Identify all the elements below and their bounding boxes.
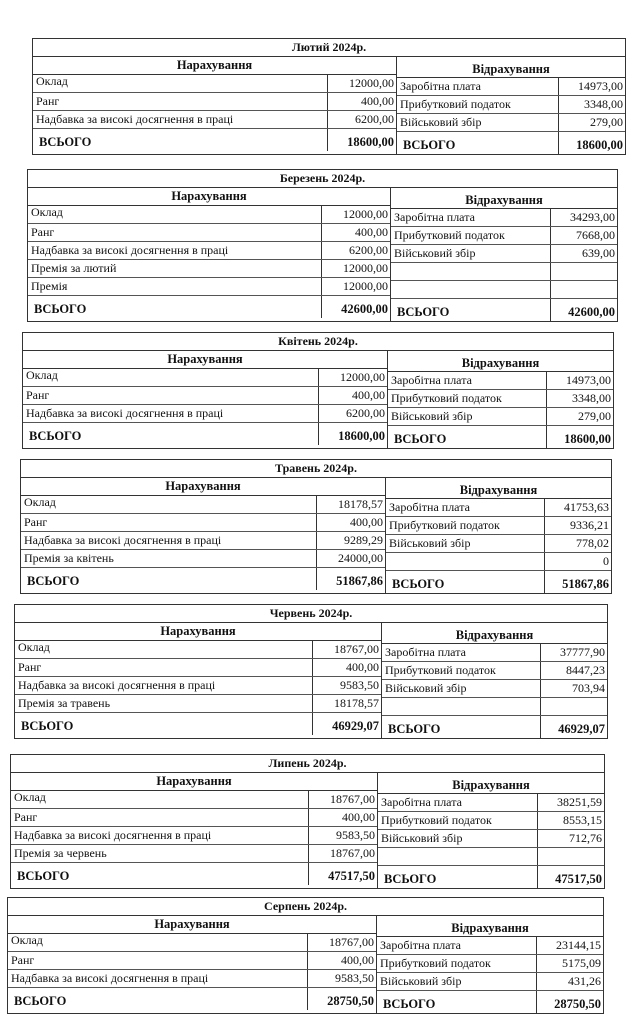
- deduction-row: [397, 96, 625, 114]
- accrual-label: Надбавка за високі досягнення в праці: [31, 243, 229, 257]
- deductions-total-value: 42600,00: [550, 299, 617, 321]
- accrual-row: [28, 278, 390, 296]
- accrual-value: 12000,00: [321, 206, 390, 223]
- accrual-row: [15, 695, 381, 713]
- total-label: ВСЬОГО: [21, 719, 74, 733]
- accrual-row: [8, 934, 376, 952]
- accrual-value: 18178,57: [316, 496, 385, 513]
- deductions-total-value: 46929,07: [540, 716, 607, 738]
- accrual-label: Надбавка за високі досягнення в праці: [14, 828, 212, 842]
- deduction-row: [378, 830, 604, 848]
- accrual-row: [28, 224, 390, 242]
- accrual-value: 400,00: [316, 514, 385, 531]
- deductions-section: [388, 351, 613, 448]
- deductions-header: Відрахування: [382, 623, 607, 644]
- accrual-value: 6200,00: [318, 405, 387, 422]
- accrual-value: 400,00: [321, 224, 390, 241]
- accrual-label: Оклад: [26, 369, 58, 382]
- deductions-total-row: [391, 299, 617, 321]
- deductions-header: Відрахування: [391, 188, 617, 209]
- deduction-row: [382, 644, 607, 662]
- accrual-value: 12000,00: [321, 278, 390, 295]
- deduction-row: [377, 937, 603, 955]
- deduction-value: 23144,15: [536, 937, 603, 954]
- deduction-row: [382, 680, 607, 698]
- accrual-row: [23, 405, 387, 423]
- deductions-header: Відрахування: [397, 57, 625, 78]
- deduction-value: 9336,21: [544, 517, 611, 534]
- deduction-label: Заробітна плата: [389, 500, 470, 514]
- accrual-label: Надбавка за високі досягнення в праці: [36, 112, 234, 126]
- accruals-total-row: [11, 863, 377, 885]
- deduction-value: 14973,00: [558, 78, 625, 95]
- payroll-table: [7, 897, 604, 1014]
- accrual-value: 6200,00: [327, 111, 396, 128]
- accrual-label: Оклад: [36, 75, 68, 88]
- deduction-row: [388, 372, 613, 390]
- deduction-row: [388, 390, 613, 408]
- accrual-value: 400,00: [318, 387, 387, 404]
- deduction-value: 712,76: [537, 830, 604, 847]
- deduction-value: 8447,23: [540, 662, 607, 679]
- accruals-section: [33, 57, 397, 154]
- accrual-row: [15, 659, 381, 677]
- accrual-label: Премія: [31, 279, 68, 293]
- table-body: [23, 351, 613, 448]
- accruals-header: Нарахування: [15, 623, 381, 641]
- total-label: ВСЬОГО: [29, 429, 82, 443]
- deduction-row: [382, 662, 607, 680]
- deduction-row: [391, 227, 617, 245]
- total-label: ВСЬОГО: [397, 305, 450, 319]
- accrual-row: [23, 369, 387, 387]
- accrual-label: Надбавка за високі досягнення в праці: [24, 533, 222, 547]
- deduction-label: Військовий збір: [380, 974, 462, 988]
- deduction-value: 0: [544, 553, 611, 570]
- accrual-label: Премія за лютий: [31, 261, 117, 275]
- table-title: Травень 2024р.: [21, 460, 611, 478]
- accrual-value: 400,00: [308, 809, 377, 826]
- accrual-value: 9583,50: [312, 677, 381, 694]
- deduction-value: 41753,63: [544, 499, 611, 516]
- accruals-total-value: 42600,00: [321, 296, 390, 318]
- deduction-value: [550, 281, 617, 298]
- accruals-section: [11, 773, 378, 888]
- deduction-label: Військовий збір: [400, 115, 482, 129]
- accrual-label: Ранг: [26, 388, 50, 402]
- accrual-label: Ранг: [24, 515, 48, 529]
- total-label: ВСЬОГО: [394, 432, 447, 446]
- deduction-label: Військовий збір: [394, 246, 476, 260]
- accrual-row: [11, 845, 377, 863]
- accrual-row: [23, 387, 387, 405]
- accrual-row: [21, 496, 385, 514]
- deduction-row: [397, 114, 625, 132]
- table-body: [28, 188, 617, 321]
- deduction-row: [391, 263, 617, 281]
- accruals-header: Нарахування: [21, 478, 385, 496]
- deduction-label: Прибутковий податок: [380, 956, 491, 970]
- accrual-value: 18767,00: [307, 934, 376, 951]
- deductions-section: [377, 916, 603, 1013]
- accrual-row: [15, 677, 381, 695]
- accruals-section: [15, 623, 382, 738]
- deduction-row: [382, 698, 607, 716]
- total-label: ВСЬОГО: [17, 869, 70, 883]
- deduction-value: [537, 848, 604, 865]
- deduction-value: 279,00: [546, 408, 613, 425]
- payroll-table: [14, 604, 608, 739]
- accrual-value: 6200,00: [321, 242, 390, 259]
- deduction-value: 38251,59: [537, 794, 604, 811]
- accrual-row: [11, 791, 377, 809]
- deduction-value: 3348,00: [558, 96, 625, 113]
- deduction-label: Військовий збір: [385, 681, 467, 695]
- deductions-total-row: [378, 866, 604, 888]
- accruals-total-value: 18600,00: [327, 129, 396, 151]
- table-title: Червень 2024р.: [15, 605, 607, 623]
- deduction-row: [378, 794, 604, 812]
- accruals-section: [28, 188, 391, 321]
- accruals-total-row: [15, 713, 381, 735]
- accrual-label: Оклад: [18, 641, 50, 654]
- accrual-value: 400,00: [307, 952, 376, 969]
- accrual-value: 18767,00: [312, 641, 381, 658]
- total-label: ВСЬОГО: [39, 135, 92, 149]
- accrual-label: Ранг: [36, 94, 60, 108]
- payroll-table: [27, 169, 618, 322]
- deduction-label: Військовий збір: [389, 536, 471, 550]
- deductions-total-row: [386, 571, 611, 593]
- deduction-label: Прибутковий податок: [385, 663, 496, 677]
- table-title: Липень 2024р.: [11, 755, 604, 773]
- table-body: [33, 57, 625, 154]
- accrual-label: Оклад: [11, 934, 43, 947]
- deduction-row: [377, 973, 603, 991]
- accruals-header: Нарахування: [33, 57, 396, 75]
- accrual-row: [11, 827, 377, 845]
- total-label: ВСЬОГО: [383, 997, 436, 1011]
- accrual-row: [28, 260, 390, 278]
- deduction-label: Заробітна плата: [385, 645, 466, 659]
- deductions-total-row: [388, 426, 613, 448]
- accrual-value: 400,00: [312, 659, 381, 676]
- deductions-total-row: [377, 991, 603, 1013]
- accrual-value: 9583,50: [308, 827, 377, 844]
- payroll-table: [32, 38, 626, 155]
- accrual-row: [21, 514, 385, 532]
- accrual-label: Ранг: [14, 810, 38, 824]
- deduction-label: [386, 553, 544, 570]
- deduction-label: Прибутковий податок: [394, 228, 505, 242]
- accrual-value: 400,00: [327, 93, 396, 110]
- deductions-total-value: 18600,00: [546, 426, 613, 448]
- deduction-row: [388, 408, 613, 426]
- deductions-section: [386, 478, 611, 593]
- accrual-row: [28, 242, 390, 260]
- deduction-label: Заробітна плата: [381, 795, 462, 809]
- deduction-label: Заробітна плата: [391, 373, 472, 387]
- table-body: [11, 773, 604, 888]
- accruals-total-row: [23, 423, 387, 445]
- accruals-total-value: 28750,50: [307, 988, 376, 1010]
- deduction-value: 5175,09: [536, 955, 603, 972]
- accruals-total-value: 18600,00: [318, 423, 387, 445]
- deductions-header: Відрахування: [378, 773, 604, 794]
- deduction-row: [386, 499, 611, 517]
- total-label: ВСЬОГО: [27, 574, 80, 588]
- accruals-total-value: 47517,50: [308, 863, 377, 885]
- accrual-label: Надбавка за високі досягнення в праці: [18, 678, 216, 692]
- accrual-label: Ранг: [18, 660, 42, 674]
- accrual-value: 12000,00: [321, 260, 390, 277]
- total-label: ВСЬОГО: [34, 302, 87, 316]
- deductions-section: [397, 57, 625, 154]
- accrual-value: 24000,00: [316, 550, 385, 567]
- deduction-label: [391, 263, 550, 280]
- deductions-header: Відрахування: [388, 351, 613, 372]
- deduction-row: [386, 535, 611, 553]
- table-title: Березень 2024р.: [28, 170, 617, 188]
- accrual-label: Ранг: [31, 225, 55, 239]
- deduction-row: [378, 848, 604, 866]
- deduction-label: Прибутковий податок: [381, 813, 492, 827]
- deduction-row: [391, 209, 617, 227]
- accrual-row: [33, 93, 396, 111]
- accrual-label: Надбавка за високі досягнення в праці: [11, 971, 209, 985]
- total-label: ВСЬОГО: [392, 577, 445, 591]
- accrual-value: 18767,00: [308, 845, 377, 862]
- accrual-row: [33, 111, 396, 129]
- accrual-value: 18178,57: [312, 695, 381, 712]
- deduction-label: Військовий збір: [381, 831, 463, 845]
- accrual-label: Надбавка за високі досягнення в праці: [26, 406, 224, 420]
- deduction-row: [386, 553, 611, 571]
- accrual-value: 18767,00: [308, 791, 377, 808]
- deductions-total-value: 47517,50: [537, 866, 604, 888]
- accrual-value: 12000,00: [327, 75, 396, 92]
- deduction-value: 639,00: [550, 245, 617, 262]
- total-label: ВСЬОГО: [14, 994, 67, 1008]
- deduction-value: [550, 263, 617, 280]
- accrual-label: Премія за червень: [14, 846, 107, 860]
- accrual-row: [8, 970, 376, 988]
- table-title: Серпень 2024р.: [8, 898, 603, 916]
- accruals-header: Нарахування: [11, 773, 377, 791]
- deductions-total-value: 18600,00: [558, 132, 625, 154]
- accrual-row: [33, 75, 396, 93]
- deduction-label: Прибутковий податок: [400, 97, 511, 111]
- accrual-label: Оклад: [24, 496, 56, 509]
- accrual-label: Ранг: [11, 953, 35, 967]
- deductions-total-value: 51867,86: [544, 571, 611, 593]
- deduction-label: Прибутковий податок: [389, 518, 500, 532]
- deduction-row: [378, 812, 604, 830]
- deductions-section: [391, 188, 617, 321]
- deduction-row: [397, 78, 625, 96]
- deductions-total-value: 28750,50: [536, 991, 603, 1013]
- accruals-total-value: 51867,86: [316, 568, 385, 590]
- table-title: Квітень 2024р.: [23, 333, 613, 351]
- accruals-header: Нарахування: [28, 188, 390, 206]
- table-body: [21, 478, 611, 593]
- deduction-label: Заробітна плата: [400, 79, 481, 93]
- deduction-value: 14973,00: [546, 372, 613, 389]
- accrual-row: [11, 809, 377, 827]
- deduction-value: 778,02: [544, 535, 611, 552]
- accrual-label: Премія за травень: [18, 696, 111, 710]
- accrual-value: 9583,50: [307, 970, 376, 987]
- deduction-value: 703,94: [540, 680, 607, 697]
- accruals-total-value: 46929,07: [312, 713, 381, 735]
- accruals-section: [8, 916, 377, 1013]
- deduction-row: [391, 281, 617, 299]
- accrual-value: 9289,29: [316, 532, 385, 549]
- total-label: ВСЬОГО: [384, 872, 437, 886]
- accrual-row: [21, 550, 385, 568]
- deductions-total-row: [382, 716, 607, 738]
- payroll-table: [22, 332, 614, 449]
- accrual-row: [28, 206, 390, 224]
- table-body: [15, 623, 607, 738]
- deductions-section: [382, 623, 607, 738]
- accruals-header: Нарахування: [8, 916, 376, 934]
- accrual-label: Оклад: [14, 791, 46, 804]
- deduction-value: 7668,00: [550, 227, 617, 244]
- accrual-row: [15, 641, 381, 659]
- deduction-value: 279,00: [558, 114, 625, 131]
- accrual-row: [8, 952, 376, 970]
- total-label: ВСЬОГО: [388, 722, 441, 736]
- deduction-label: [391, 281, 550, 298]
- table-body: [8, 916, 603, 1013]
- payroll-table: [20, 459, 612, 594]
- accruals-total-row: [21, 568, 385, 590]
- accruals-total-row: [28, 296, 390, 318]
- deduction-label: Заробітна плата: [394, 210, 475, 224]
- payroll-table: [10, 754, 605, 889]
- deduction-value: 34293,00: [550, 209, 617, 226]
- deduction-value: [540, 698, 607, 715]
- total-label: ВСЬОГО: [403, 138, 456, 152]
- accruals-header: Нарахування: [23, 351, 387, 369]
- deductions-header: Відрахування: [386, 478, 611, 499]
- deductions-total-row: [397, 132, 625, 154]
- deduction-row: [377, 955, 603, 973]
- accruals-total-row: [8, 988, 376, 1010]
- accruals-section: [23, 351, 388, 448]
- deduction-label: [378, 848, 537, 865]
- accrual-label: Премія за квітень: [24, 551, 114, 565]
- deduction-value: 37777,90: [540, 644, 607, 661]
- table-title: Лютий 2024р.: [33, 39, 625, 57]
- deductions-section: [378, 773, 604, 888]
- deduction-label: [382, 698, 540, 715]
- deduction-row: [391, 245, 617, 263]
- accruals-total-row: [33, 129, 396, 151]
- deduction-label: Військовий збір: [391, 409, 473, 423]
- accrual-label: Оклад: [31, 206, 63, 219]
- deduction-row: [386, 517, 611, 535]
- accruals-section: [21, 478, 386, 593]
- deduction-value: 3348,00: [546, 390, 613, 407]
- deduction-label: Прибутковий податок: [391, 391, 502, 405]
- accrual-value: 12000,00: [318, 369, 387, 386]
- deduction-value: 8553,15: [537, 812, 604, 829]
- deduction-value: 431,26: [536, 973, 603, 990]
- deductions-header: Відрахування: [377, 916, 603, 937]
- accrual-row: [21, 532, 385, 550]
- deduction-label: Заробітна плата: [380, 938, 461, 952]
